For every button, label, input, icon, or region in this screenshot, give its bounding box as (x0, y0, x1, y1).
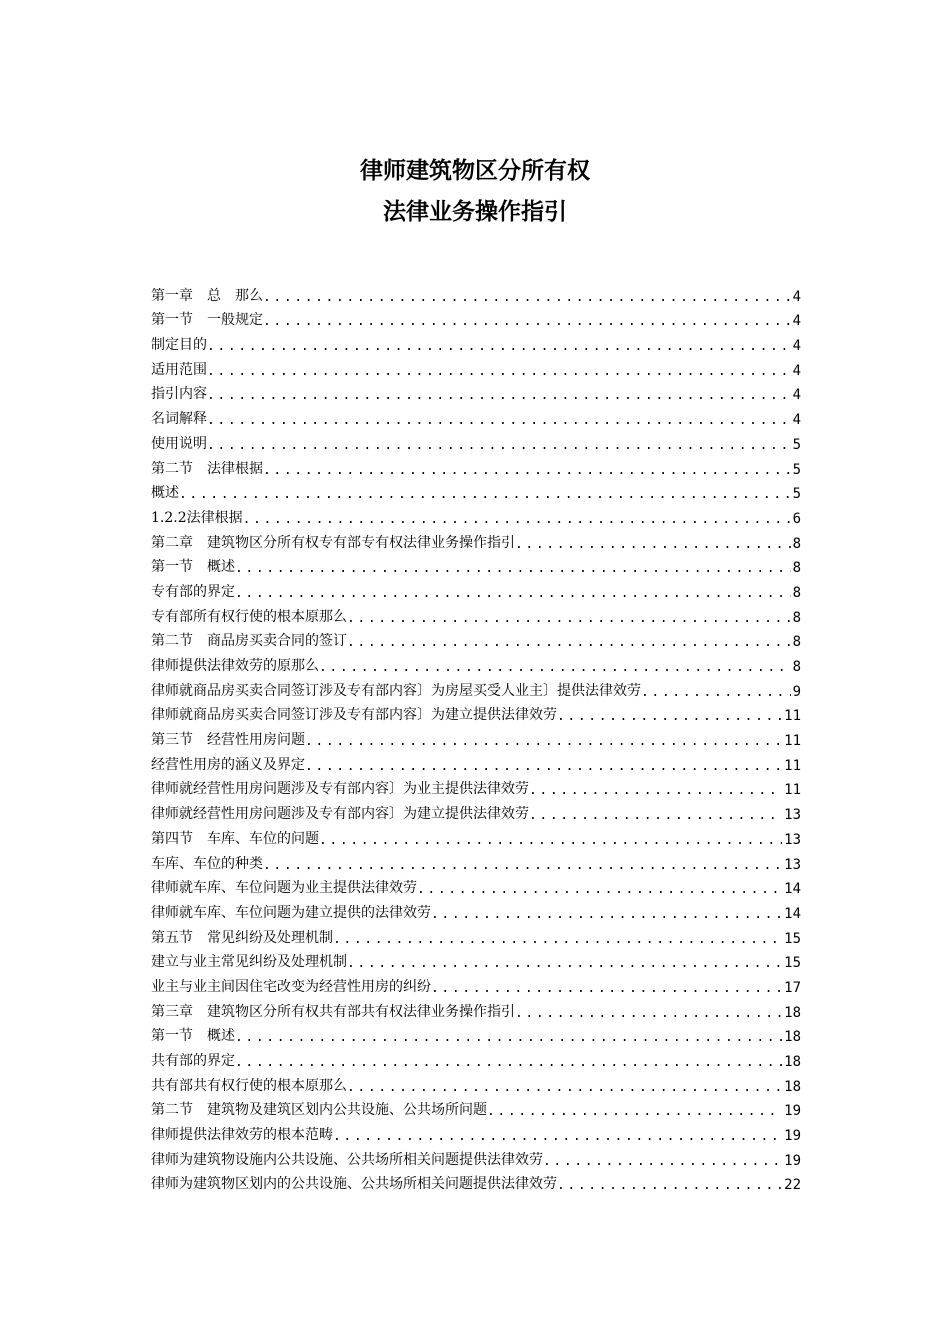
toc-dot-leader (515, 1006, 782, 1021)
toc-entry-page-number: 15 (784, 930, 801, 947)
toc-dot-leader (557, 1178, 782, 1193)
toc-entry-label: 适用范围 (151, 361, 207, 378)
toc-entry-label: 律师就车库、车位问题为业主提供法律效劳 (151, 880, 417, 897)
toc-entry-page-number: 4 (792, 387, 801, 404)
toc-entry[interactable] (151, 453, 801, 478)
toc-entry-label: 第二节 法律根据 (151, 460, 263, 477)
toc-entry[interactable] (151, 922, 801, 947)
toc-entry-label: 律师提供法律效劳的根本范畴 (151, 1127, 333, 1144)
toc-entry[interactable] (151, 1144, 801, 1169)
toc-entry-page-number: 19 (784, 1152, 801, 1169)
toc-entry-page-number: 5 (792, 461, 801, 478)
toc-entry-page-number: 22 (784, 1177, 801, 1194)
toc-dot-leader (263, 290, 791, 305)
toc-entry-page-number: 14 (784, 881, 801, 898)
toc-dot-leader (319, 833, 782, 848)
toc-entry[interactable] (151, 403, 801, 428)
toc-dot-leader (557, 709, 782, 724)
toc-dot-leader (207, 413, 791, 428)
toc-entry-page-number: 18 (784, 1029, 801, 1046)
toc-entry[interactable] (151, 749, 801, 774)
toc-entry[interactable] (151, 897, 801, 922)
toc-entry-label: 律师就车库、车位问题为建立提供的法律效劳 (151, 904, 431, 921)
toc-dot-leader (431, 981, 782, 996)
toc-entry[interactable] (151, 1119, 801, 1144)
toc-entry-label: 律师为建筑物区划内的公共设施、公共场所相关问题提供法律效劳 (151, 1176, 557, 1193)
toc-entry-label: 律师就经营性用房问题涉及专有部内容〕为建立提供法律效劳 (151, 806, 529, 823)
toc-entry-label: 建立与业主常见纠纷及处理机制 (151, 954, 347, 971)
toc-entry-label: 第二章 建筑物区分所有权专有部专有权法律业务操作指引 (151, 534, 515, 551)
toc-dot-leader (487, 1104, 782, 1119)
toc-entry-page-number: 17 (784, 979, 801, 996)
toc-dot-leader (543, 1154, 782, 1169)
toc-entry-label: 第二节 建筑物及建筑区划内公共设施、公共场所问题 (151, 1102, 487, 1119)
toc-entry-page-number: 11 (784, 708, 801, 725)
toc-entry-page-number: 8 (792, 609, 801, 626)
toc-dot-leader (319, 660, 791, 675)
toc-entry-page-number: 4 (792, 313, 801, 330)
toc-entry-label: 第一章 总 那么 (151, 287, 263, 304)
toc-entry[interactable] (151, 502, 801, 527)
toc-entry[interactable] (151, 947, 801, 972)
toc-entry-page-number: 4 (792, 338, 801, 355)
toc-entry-label: 第五节 常见纠纷及处理机制 (151, 929, 333, 946)
toc-entry-page-number: 18 (784, 1054, 801, 1070)
toc-entry-label: 律师就经营性用房问题涉及专有部内容〕为业主提供法律效劳 (151, 781, 529, 798)
toc-entry-page-number: 8 (792, 634, 801, 651)
toc-entry-page-number: 14 (784, 905, 801, 922)
toc-entry-label: 专有部所有权行使的根本原那么 (151, 608, 347, 625)
toc-dot-leader (207, 364, 791, 379)
toc-entry[interactable] (151, 650, 801, 675)
toc-entry-label: 车库、车位的种类 (151, 855, 263, 872)
toc-dot-leader (263, 314, 791, 329)
toc-entry-label: 律师提供法律效劳的原那么 (151, 658, 319, 674)
toc-entry-page-number: 5 (792, 486, 801, 503)
toc-entry-label: 第一节 概述 (151, 559, 235, 576)
toc-entry-page-number: 15 (784, 955, 801, 972)
toc-dot-leader (235, 1055, 782, 1070)
toc-entry-page-number: 9 (792, 683, 801, 700)
toc-entry-page-number: 4 (792, 412, 801, 429)
toc-dot-leader (431, 907, 782, 922)
toc-entry[interactable] (151, 996, 801, 1021)
toc-entry[interactable] (151, 552, 801, 577)
toc-entry-page-number: 11 (784, 782, 801, 799)
toc-entry-label: 第三章 建筑物区分所有权共有部共有权法律业务操作指引 (151, 1003, 515, 1020)
toc-dot-leader (263, 463, 791, 478)
toc-dot-leader (207, 388, 791, 403)
toc-entry-page-number: 13 (784, 856, 801, 873)
toc-entry-label: 第一节 概述 (151, 1028, 235, 1045)
toc-entry-label: 第三节 经营性用房问题 (151, 732, 305, 749)
toc-dot-leader (417, 882, 782, 897)
toc-dot-leader (263, 858, 782, 873)
toc-entry-page-number: 6 (792, 510, 801, 527)
toc-entry-page-number: 4 (792, 362, 801, 379)
toc-entry[interactable] (151, 379, 801, 404)
toc-entry[interactable] (151, 626, 801, 651)
toc-entry-page-number: 11 (784, 757, 801, 774)
toc-entry-page-number: 8 (792, 535, 801, 552)
toc-dot-leader (243, 512, 791, 527)
toc-entry-label: 第四节 车库、车位的问题 (151, 830, 319, 847)
toc-entry[interactable] (151, 354, 801, 379)
toc-entry[interactable] (151, 1070, 801, 1095)
toc-dot-leader (515, 537, 791, 552)
toc-entry[interactable] (151, 305, 801, 330)
toc-dot-leader (207, 339, 791, 354)
toc-entry-label: 专有部的界定 (151, 583, 235, 600)
toc-dot-leader (529, 783, 782, 798)
toc-entry[interactable] (151, 724, 801, 749)
toc-dot-leader (333, 1129, 782, 1144)
toc-dot-leader (641, 685, 791, 700)
toc-entry[interactable] (151, 1021, 801, 1046)
toc-entry-label: 业主与业主间因住宅改变为经营性用房的纠纷 (151, 978, 431, 995)
toc-entry[interactable] (151, 798, 801, 823)
toc-dot-leader (235, 1030, 782, 1045)
toc-dot-leader (333, 932, 782, 947)
toc-dot-leader (347, 1080, 782, 1095)
toc-entry-label: 律师就商品房买卖合同签订涉及专有部内容〕为建立提供法律效劳 (151, 707, 557, 724)
toc-entry[interactable] (151, 675, 801, 700)
toc-dot-leader (305, 734, 782, 749)
toc-dot-leader (179, 487, 791, 502)
toc-entry-page-number: 8 (792, 659, 801, 675)
toc-entry-label: 使用说明 (151, 435, 207, 452)
toc-entry-page-number: 8 (792, 560, 801, 577)
toc-dot-leader (347, 635, 791, 650)
toc-entry-page-number: 18 (784, 1004, 801, 1021)
toc-entry-label: 1.2.2法律根据 (151, 509, 243, 526)
toc-entry-page-number: 13 (784, 807, 801, 824)
toc-entry-page-number: 11 (784, 733, 801, 750)
table-of-contents (151, 280, 801, 1193)
toc-entry[interactable] (151, 329, 801, 354)
toc-entry[interactable] (151, 478, 801, 503)
document-title-line1: 律师建筑物区分所有权 (360, 158, 590, 184)
toc-entry[interactable] (151, 823, 801, 848)
toc-entry-label: 共有部的界定 (151, 1053, 235, 1069)
toc-dot-leader (207, 438, 791, 453)
toc-dot-leader (235, 586, 791, 601)
document-title-line2: 法律业务操作指引 (383, 199, 567, 225)
toc-entry[interactable] (151, 700, 801, 725)
toc-entry[interactable] (151, 601, 801, 626)
toc-entry-label: 指引内容 (151, 386, 207, 403)
toc-entry[interactable] (151, 280, 801, 305)
toc-entry-label: 制定目的 (151, 337, 207, 354)
toc-entry[interactable] (151, 1169, 801, 1194)
toc-entry-label: 第一节 一般规定 (151, 312, 263, 329)
toc-dot-leader (529, 808, 782, 823)
toc-entry-page-number: 5 (792, 436, 801, 453)
toc-entry-page-number: 8 (792, 584, 801, 601)
toc-dot-leader (347, 611, 791, 626)
toc-entry-label: 律师为建筑物设施内公共设施、公共场所相关问题提供法律效劳 (151, 1151, 543, 1168)
toc-entry-page-number: 18 (784, 1078, 801, 1095)
toc-entry[interactable] (151, 1045, 801, 1070)
toc-entry-label: 名词解释 (151, 411, 207, 428)
toc-entry-label: 经营性用房的涵义及界定 (151, 756, 305, 773)
toc-entry[interactable] (151, 1095, 801, 1120)
toc-entry-page-number: 19 (784, 1128, 801, 1145)
toc-entry[interactable] (151, 576, 801, 601)
toc-entry[interactable] (151, 873, 801, 898)
toc-entry[interactable] (151, 774, 801, 799)
toc-dot-leader (347, 956, 782, 971)
toc-entry[interactable] (151, 848, 801, 873)
toc-dot-leader (305, 759, 782, 774)
toc-entry-label: 共有部共有权行使的根本原那么 (151, 1077, 347, 1094)
toc-entry-page-number: 4 (792, 288, 801, 305)
toc-entry[interactable] (151, 527, 801, 552)
toc-entry[interactable] (151, 428, 801, 453)
toc-entry-label: 律师就商品房买卖合同签订涉及专有部内容〕为房屋买受人业主〕提供法律效劳 (151, 682, 641, 699)
toc-entry-label: 概述 (151, 485, 179, 502)
toc-entry-label: 第二节 商品房买卖合同的签订 (151, 633, 347, 650)
toc-entry[interactable] (151, 971, 801, 996)
toc-entry-page-number: 19 (784, 1103, 801, 1120)
toc-dot-leader (235, 561, 791, 576)
toc-entry-page-number: 13 (784, 831, 801, 848)
